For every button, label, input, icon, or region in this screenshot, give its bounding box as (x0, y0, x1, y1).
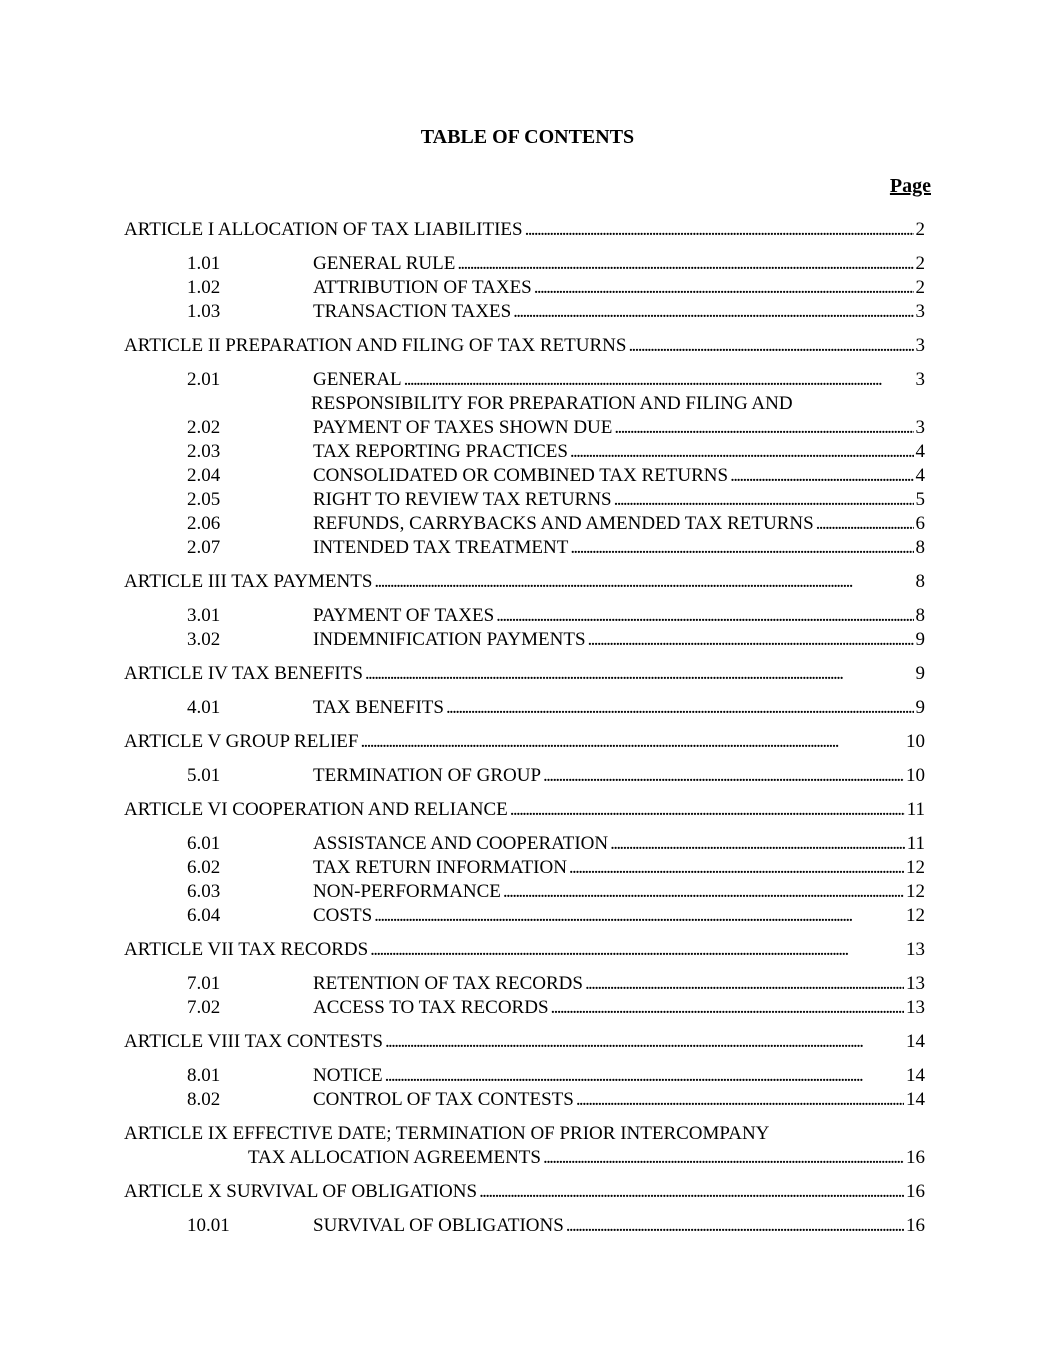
toc-entry-label-line1: ARTICLE IX EFFECTIVE DATE; TERMINATION OF PRIOR INTERCOMPANY (124, 1123, 770, 1144)
page-number: 3 (915, 335, 925, 356)
section-number: 3.01 (187, 605, 221, 626)
toc-article-entry[interactable] (124, 1030, 925, 1054)
toc-section-entry[interactable] (124, 488, 925, 512)
toc-section-entry[interactable] (124, 416, 925, 440)
page-number: 2 (915, 219, 925, 240)
page-number: 8 (915, 571, 925, 592)
toc-article-entry[interactable] (124, 570, 925, 594)
page-number: 11 (906, 833, 925, 854)
page-number: 6 (915, 513, 925, 534)
toc-section-entry[interactable] (124, 440, 925, 464)
page-number: 14 (906, 1065, 925, 1086)
dot-leader (569, 856, 904, 880)
dot-leader (576, 1088, 904, 1112)
page-number: 4 (915, 441, 925, 462)
page-number: 9 (915, 697, 925, 718)
dot-leader (510, 798, 905, 822)
page-number: 14 (906, 1089, 925, 1110)
toc-article-entry[interactable] (124, 938, 925, 962)
page-number: 2 (915, 277, 925, 298)
dot-leader (585, 972, 904, 996)
toc-entry-label: ARTICLE VI COOPERATION AND RELIANCE (124, 799, 508, 820)
toc-entry-label: INTENDED TAX TREATMENT (313, 537, 569, 558)
dot-leader (374, 904, 904, 928)
toc-section-entry[interactable] (124, 832, 925, 856)
toc-entry-label: TAX RETURN INFORMATION (313, 857, 567, 878)
section-number: 7.02 (187, 997, 221, 1018)
toc-entry-label: NON-PERFORMANCE (313, 881, 501, 902)
dot-leader (566, 1214, 904, 1238)
toc-entry-label: ARTICLE X SURVIVAL OF OBLIGATIONS (124, 1181, 478, 1202)
toc-section-entry[interactable] (124, 880, 925, 904)
section-number: 1.03 (187, 301, 221, 322)
dot-leader (479, 1180, 904, 1204)
toc-entry-label: REFUNDS, CARRYBACKS AND AMENDED TAX RETURNS (313, 513, 814, 534)
page-number: 4 (915, 465, 925, 486)
page-number: 16 (906, 1215, 925, 1236)
toc-article-entry[interactable] (124, 218, 925, 242)
page-number: 8 (915, 537, 925, 558)
toc-entry-label: ATTRIBUTION OF TAXES (313, 277, 532, 298)
page-number: 8 (915, 605, 925, 626)
toc-entry-label: INDEMNIFICATION PAYMENTS (313, 629, 586, 650)
toc-section-entry[interactable] (124, 512, 925, 536)
page-number: 12 (906, 905, 925, 926)
dot-leader (446, 696, 914, 720)
toc-entry-label: ACCESS TO TAX RECORDS (313, 997, 549, 1018)
toc-entry-label: TRANSACTION TAXES (313, 301, 512, 322)
dot-leader (496, 604, 913, 628)
dot-leader (525, 218, 914, 242)
dot-leader (365, 662, 914, 686)
toc-section-entry[interactable] (124, 276, 925, 300)
section-number: 10.01 (187, 1215, 230, 1236)
section-number: 2.02 (187, 417, 221, 438)
dot-leader (816, 512, 914, 536)
toc-article-entry[interactable] (124, 662, 925, 686)
toc-entry-label: PAYMENT OF TAXES SHOWN DUE (313, 417, 613, 438)
section-number: 3.02 (187, 629, 221, 650)
toc-entry-label: ARTICLE III TAX PAYMENTS (124, 571, 373, 592)
toc-article-entry[interactable] (124, 1180, 925, 1204)
page-number: 5 (915, 489, 925, 510)
dot-leader (551, 996, 904, 1020)
page-number: 13 (906, 939, 925, 960)
section-number: 2.05 (187, 489, 221, 510)
toc-entry-label: TAX BENEFITS (313, 697, 444, 718)
toc-entry-label: TAX ALLOCATION AGREEMENTS (248, 1147, 541, 1168)
dot-leader (370, 938, 904, 962)
page-column-heading: Page (889, 175, 931, 197)
toc-entry-label: ASSISTANCE AND COOPERATION (313, 833, 609, 854)
page-number: 16 (906, 1181, 925, 1202)
page-number: 12 (906, 881, 925, 902)
page-number: 12 (906, 857, 925, 878)
toc-article-entry[interactable] (124, 798, 925, 822)
dot-leader (360, 730, 904, 754)
dot-leader (570, 536, 913, 560)
toc-section-entry[interactable] (124, 696, 925, 720)
toc-section-entry[interactable] (124, 856, 925, 880)
dot-leader (543, 764, 904, 788)
section-number: 8.02 (187, 1089, 221, 1110)
dot-leader (385, 1064, 904, 1088)
toc-entry-label: CONSOLIDATED OR COMBINED TAX RETURNS (313, 465, 729, 486)
page-number: 9 (915, 663, 925, 684)
dot-leader (628, 334, 913, 358)
toc-entry-label: ARTICLE IV TAX BENEFITS (124, 663, 363, 684)
page-number: 16 (906, 1147, 925, 1168)
section-number: 1.01 (187, 253, 221, 274)
section-number: 8.01 (187, 1065, 221, 1086)
dot-leader (404, 368, 914, 392)
toc-entry-label-line1: RESPONSIBILITY FOR PREPARATION AND FILING AND (311, 393, 793, 414)
section-number: 6.04 (187, 905, 221, 926)
page-number: 11 (906, 799, 925, 820)
toc-entry-label: GENERAL (313, 369, 402, 390)
section-number: 4.01 (187, 697, 221, 718)
toc-entry-label: ARTICLE VII TAX RECORDS (124, 939, 369, 960)
section-number: 2.06 (187, 513, 221, 534)
page-number: 13 (906, 973, 925, 994)
section-number: 2.01 (187, 369, 221, 390)
dot-leader (588, 628, 914, 652)
toc-section-entry[interactable] (124, 972, 925, 996)
dot-leader (543, 1146, 904, 1170)
toc-section-entry[interactable] (124, 628, 925, 652)
toc-entry-label: COSTS (313, 905, 373, 926)
toc-section-entry[interactable] (124, 604, 925, 628)
dot-leader (385, 1030, 904, 1054)
section-number: 6.01 (187, 833, 221, 854)
section-number: 2.03 (187, 441, 221, 462)
toc-entry-label: RETENTION OF TAX RECORDS (313, 973, 583, 994)
page-number: 3 (915, 369, 925, 390)
page-number: 3 (915, 417, 925, 438)
section-number: 6.02 (187, 857, 221, 878)
toc-entry-label: TERMINATION OF GROUP (313, 765, 542, 786)
toc-article-entry[interactable] (248, 1146, 925, 1170)
toc-entry-label: ARTICLE II PREPARATION AND FILING OF TAX RETURNS (124, 335, 627, 356)
dot-leader (457, 252, 913, 276)
dot-leader (534, 276, 914, 300)
page-number: 3 (915, 301, 925, 322)
toc-entry-label: SURVIVAL OF OBLIGATIONS (313, 1215, 564, 1236)
toc-entry-label: NOTICE (313, 1065, 383, 1086)
toc-section-entry[interactable] (124, 300, 925, 324)
dot-leader (503, 880, 904, 904)
toc-section-entry[interactable] (124, 1214, 925, 1238)
page-number: 2 (915, 253, 925, 274)
toc-entry-label: TAX REPORTING PRACTICES (313, 441, 568, 462)
page-number: 10 (906, 731, 925, 752)
toc-section-entry[interactable] (124, 996, 925, 1020)
section-number: 2.04 (187, 465, 221, 486)
dot-leader (730, 464, 913, 488)
toc-entry-label: RIGHT TO REVIEW TAX RETURNS (313, 489, 612, 510)
toc-section-entry[interactable] (124, 252, 925, 276)
toc-entry-label: PAYMENT OF TAXES (313, 605, 495, 626)
toc-section-entry[interactable] (124, 1064, 925, 1088)
toc-article-entry[interactable] (124, 334, 925, 358)
toc-entry-label: ARTICLE V GROUP RELIEF (124, 731, 359, 752)
section-number: 5.01 (187, 765, 221, 786)
section-number: 1.02 (187, 277, 221, 298)
dot-leader (610, 832, 905, 856)
toc-section-entry[interactable] (124, 904, 925, 928)
page-number: 14 (906, 1031, 925, 1052)
page-number: 10 (906, 765, 925, 786)
section-number: 7.01 (187, 973, 221, 994)
dot-leader (374, 570, 913, 594)
page-title: TABLE OF CONTENTS (420, 126, 635, 148)
section-number: 2.07 (187, 537, 221, 558)
dot-leader (614, 488, 914, 512)
toc-section-entry[interactable] (124, 368, 925, 392)
toc-entry-label: CONTROL OF TAX CONTESTS (313, 1089, 574, 1110)
toc-section-entry[interactable] (124, 464, 925, 488)
page-number: 9 (915, 629, 925, 650)
dot-leader (614, 416, 913, 440)
dot-leader (570, 440, 914, 464)
toc-entry-label: ARTICLE I ALLOCATION OF TAX LIABILITIES (124, 219, 523, 240)
toc-article-entry[interactable] (124, 730, 925, 754)
toc-section-entry[interactable] (124, 764, 925, 788)
toc-section-entry[interactable] (124, 536, 925, 560)
toc-entry-label: GENERAL RULE (313, 253, 456, 274)
page-number: 13 (906, 997, 925, 1018)
section-number: 6.03 (187, 881, 221, 902)
toc-section-entry[interactable] (124, 1088, 925, 1112)
toc-entry-label: ARTICLE VIII TAX CONTESTS (124, 1031, 383, 1052)
dot-leader (513, 300, 913, 324)
